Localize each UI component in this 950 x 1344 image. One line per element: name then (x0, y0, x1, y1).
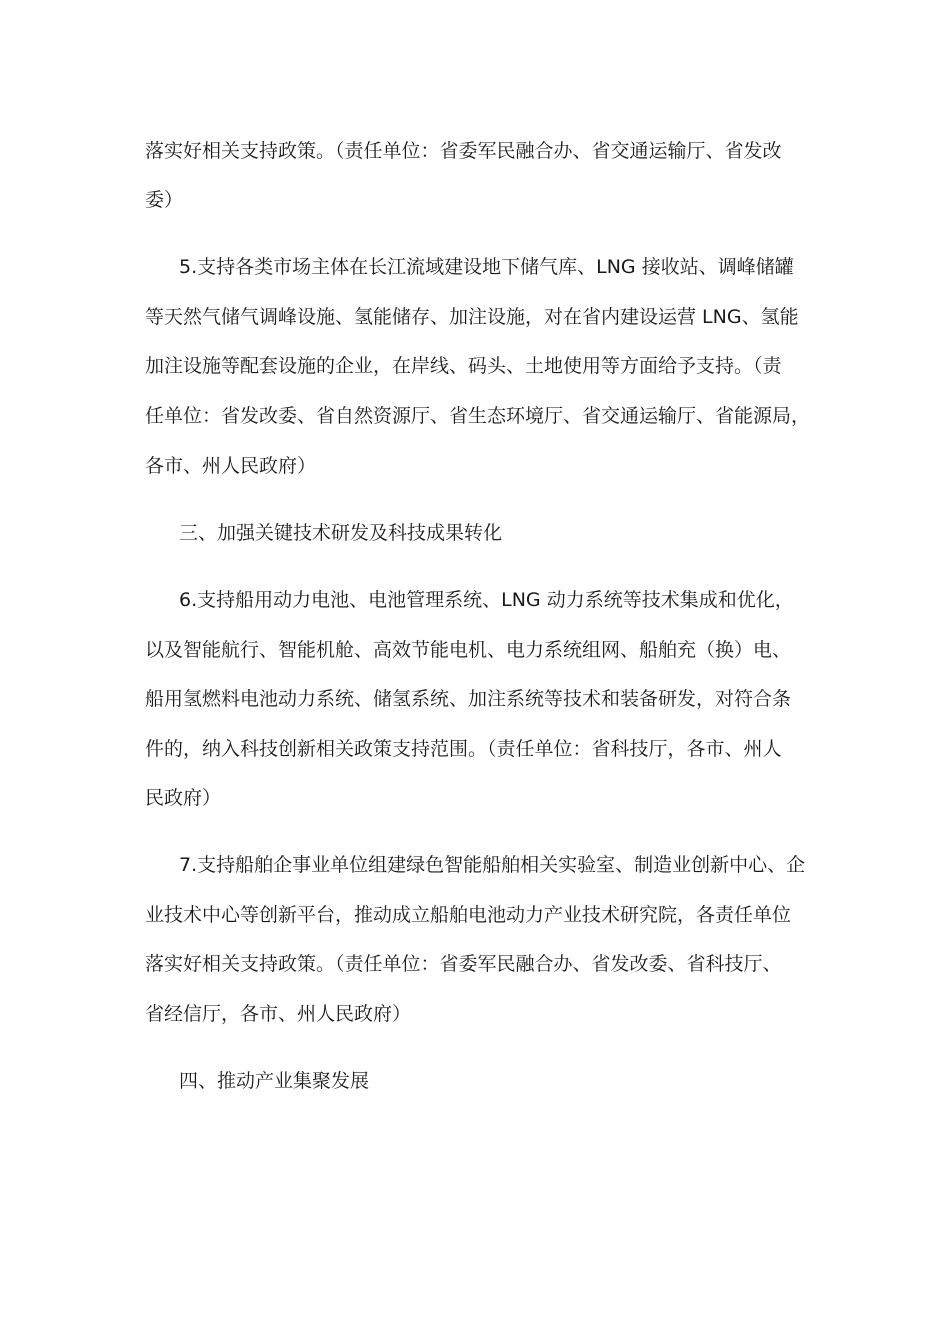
paragraph-line: 省经信厅，各市、州人民政府） (145, 1003, 412, 1025)
paragraph-line: 落实好相关支持政策。（责任单位：省委军民融合办、省交通运输厅、省发改 (145, 140, 782, 162)
paragraph-line: 委） (145, 189, 184, 211)
paragraph-line: 7.支持船舶企事业单位组建绿色智能船舶相关实验室、制造业创新中心、企 (179, 854, 806, 876)
paragraph-line: 加注设施等配套设施的企业，在岸线、码头、土地使用等方面给予支持。（责 (145, 355, 782, 377)
section-heading: 四、推动产业集聚发展 (179, 1070, 370, 1092)
paragraph-line: 6.支持船用动力电池、电池管理系统、LNG 动力系统等技术集成和优化， (179, 589, 794, 611)
section-heading: 三、加强关键技术研发及科技成果转化 (179, 522, 503, 544)
paragraph-line: 民政府） (145, 787, 222, 809)
paragraph-line: 等天然气储气调峰设施、氢能储存、加注设施，对在省内建设运营 LNG、氢能 (145, 306, 799, 328)
paragraph-line: 落实好相关支持政策。（责任单位：省委军民融合办、省发改委、省科技厅、 (145, 953, 782, 975)
paragraph-line: 船用氢燃料电池动力系统、储氢系统、加注系统等技术和装备研发，对符合条 (145, 688, 792, 710)
paragraph-line: 5.支持各类市场主体在长江流域建设地下储气库、LNG 接收站、调峰储罐 (179, 256, 794, 278)
paragraph-line: 各市、州人民政府） (145, 455, 317, 477)
paragraph-line: 件的，纳入科技创新相关政策支持范围。（责任单位：省科技厅，各市、州人 (145, 738, 782, 760)
paragraph-line: 业技术中心等创新平台，推动成立船舶电池动力产业技术研究院，各责任单位 (145, 904, 792, 926)
paragraph-line: 以及智能航行、智能机舱、高效节能电机、电力系统组网、船舶充（换）电、 (145, 639, 792, 661)
paragraph-line: 任单位：省发改委、省自然资源厅、省生态环境厅、省交通运输厅、省能源局， (145, 405, 811, 427)
